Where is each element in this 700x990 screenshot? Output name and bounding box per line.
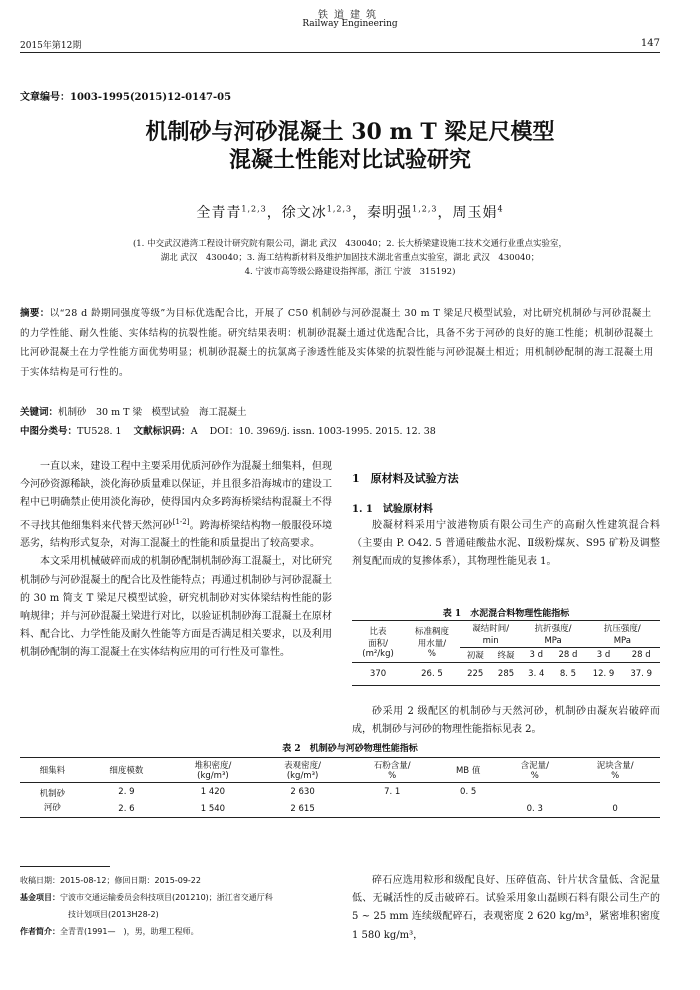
clc-label: 中图分类号： xyxy=(20,426,78,437)
abstract xyxy=(20,304,660,382)
intro-paragraph-2: 本文采用机械破碎而成的机制砂配制机制砂海工混凝土，对比研究机制砂与河砂混凝土的配合比及性能特点；再通过机制砂与河砂混凝土的 30 m 简支 T 梁足尺模型试验，研究机制砂对实体梁结构性能的影响规律；并与河砂混凝土梁进行对比，以验证机制砂海工混凝土在原材料、配合比、力学性能及耐久性能等方面是否满足相关要求，以及利用机制砂配制的海工混凝土在实体结构应用的可行性及可靠性。 xyxy=(20,556,332,659)
header-cell: 标准稠度 用水量/ % xyxy=(404,621,460,663)
doi: DOI：10. 3969/j. issn. 1003-1995. 2015. 12. 38 xyxy=(209,426,436,437)
table1-caption: 表 1 水泥混合料物理性能指标 xyxy=(442,609,570,619)
header-cell: 石粉含量/ % xyxy=(373,761,411,781)
fund-text: 宁波市交通运输委员会科技项目(201210)；浙江省交通厅科 xyxy=(60,893,273,902)
gravel-text xyxy=(352,872,660,945)
table-row xyxy=(352,663,660,686)
author-affil-mark: 1,2,3 xyxy=(326,204,353,214)
header-cell: 凝结时间/ xyxy=(472,624,510,634)
paper-title xyxy=(0,118,700,174)
header-cell: 抗折强度/ xyxy=(534,624,572,634)
header-cell: MPa xyxy=(521,635,584,648)
article-number-value: 1003-1995(2015)12-0147-05 xyxy=(70,92,232,103)
table-cell: 370 xyxy=(369,669,387,679)
table-cell: 0. 3 xyxy=(526,803,543,814)
table-cell: 7. 1 xyxy=(384,786,401,797)
abstract-text: 以“28 d 龄期同强度等级”为目标优选配合比，开展了 C50 机制砂与河砂混凝土 30 m T 梁足尺模型试验，对比研究机制砂与河砂混凝土的力学性能、耐久性能、实体结构的抗裂性能。研究结果表明：机制砂混凝土通过优选配合比，具备不劣于河砂的良好的施工性能；机制砂混凝土比河砂混凝土在力学性能方面优势明显；机制砂混凝土的抗氯离子渗透性能及实体梁的抗裂性能与河砂混凝土相近；用机制砂配制的海工混凝土用于实体结构是可行性的。 xyxy=(20,308,654,378)
header-cell: MB 值 xyxy=(455,766,481,776)
affiliation-line: (1. 中交武汉港湾工程设计研究院有限公司，湖北 武汉 430040；2. 长大桥梁建设施工技术交通行业重点实验室， xyxy=(132,239,568,249)
received-date: 收稿日期：2015-08-12；修回日期：2015-09-22 xyxy=(20,876,201,885)
table-cell: 2. 9 xyxy=(118,786,135,797)
affiliations xyxy=(60,237,640,279)
table-cell: 1 540 xyxy=(200,803,226,814)
header-cell: 初凝 xyxy=(466,651,484,661)
header-cell: 细度模数 xyxy=(109,766,144,776)
sand-text xyxy=(352,703,660,739)
article-number-label: 文章编号： xyxy=(20,92,70,103)
table-cell: 2 615 xyxy=(290,803,315,814)
header-cell: 堆积密度/ (kg/m³) xyxy=(194,761,232,781)
header-cell: 抗压强度/ xyxy=(603,624,641,634)
header-cell: 细集料 xyxy=(39,766,66,776)
header-cell: 终凝 xyxy=(497,651,515,661)
intro-text: 一直以来，建设工程中主要采用优质河砂作为混凝土细集料，但现今河砂资源稀缺，淡化海砂质量难以保证，并且很多沿海城市的建设工程中已明确禁止使用淡化海砂，使得国内众多跨海桥梁结构混凝土不得不寻找其他细集料来代替天然河砂 xyxy=(20,461,332,531)
abstract-label: 摘要： xyxy=(20,308,50,319)
table-cell: 0 xyxy=(612,803,618,814)
table-cell: 0. 5 xyxy=(460,786,477,797)
sand-paragraph: 砂采用 2 级配区的机制砂与天然河砂，机制砂由凝灰岩破碎而成，机制砂与河砂的物理性能指标见表 2。 xyxy=(352,706,660,736)
author-bio-text: 全青青(1991— )，男，助理工程师。 xyxy=(60,927,199,936)
author-name: 徐文冰 xyxy=(281,205,327,221)
table2-caption: 表 2 机制砂与河砂物理性能指标 xyxy=(282,744,418,754)
intro-text: 。跨海桥梁结构物一般服役环境恶劣，结构形式复杂，对海工混凝土的性能和质量提出了较高要求。 xyxy=(20,519,333,550)
author-affil-mark: 1,2,3 xyxy=(241,204,267,214)
header-rule xyxy=(20,52,660,53)
author-bio-label: 作者简介： xyxy=(20,927,60,936)
header-cell: 含泥量/ % xyxy=(520,761,549,781)
table-cell xyxy=(437,800,499,818)
table-cell xyxy=(347,800,437,818)
fund-label: 基金项目： xyxy=(20,893,60,902)
title-line-1: 机制砂与河砂混凝土 30 m T 梁足尺模型 xyxy=(145,119,555,145)
header-cell: 泥块含量/ % xyxy=(596,761,634,781)
table-cell: 1 420 xyxy=(200,786,226,797)
header-cell: 28 d xyxy=(631,650,651,660)
table-cell: 26. 5 xyxy=(421,669,443,679)
doc-code-value: A xyxy=(190,426,198,437)
table-cell: 3. 4 xyxy=(528,669,545,679)
table-cell: 12. 9 xyxy=(592,669,615,679)
author-affil-mark: 4 xyxy=(497,204,504,214)
table-cell: 2 630 xyxy=(290,786,315,797)
table-cell: 2. 6 xyxy=(118,803,135,814)
journal-name: 铁道建筑 xyxy=(318,10,382,21)
header-cell: MPa xyxy=(585,635,660,648)
table-row xyxy=(20,800,660,818)
author-name: 秦明强 xyxy=(367,205,413,221)
author-affil-mark: 1,2,3 xyxy=(412,204,438,214)
table-cell: 225 xyxy=(467,669,484,679)
author-list: 全青青$^{1,2,3}$，徐文冰$^{1,2,3}$，秦明强$^{1,2,3}$，周玉娟$^4$ xyxy=(196,204,504,221)
header-cell: 表观密度/ (kg/m³) xyxy=(284,761,321,781)
fund-info-cont: 技计划项目(2013H28-2) xyxy=(68,910,159,919)
keywords xyxy=(20,404,247,418)
affiliation-line: 4. 宁波市高等级公路建设指挥部，浙江 宁波 315192) xyxy=(244,267,456,277)
subsection-heading: 1. 1 试验原材料 xyxy=(352,504,433,515)
intro-paragraph-1 xyxy=(20,458,332,553)
keywords-label: 关键词： xyxy=(20,407,59,418)
table-cell: 机制砂 xyxy=(39,789,66,799)
header-cell: 3 d xyxy=(596,650,611,660)
materials-paragraph: 胶凝材料采用宁波港物质有限公司生产的高耐久性建筑混合料（主要由 P. O42. 5 普通硅酸盐水泥、Ⅱ级粉煤灰、S95 矿粉及调整剂复配而成的复掺体系），其物理性能见表 1。 xyxy=(352,520,660,568)
header-cell: 3 d xyxy=(529,650,544,660)
table-row xyxy=(20,783,660,801)
table-cell xyxy=(570,783,660,801)
doc-code-label: 文献标识码： xyxy=(133,426,191,437)
author-bio xyxy=(20,923,338,940)
table-1 xyxy=(352,620,660,686)
journal-name-en: Railway Engineering xyxy=(302,19,398,29)
header-cell: 28 d xyxy=(558,650,578,660)
affiliation-line: 湖北 武汉 430040；3. 海工结构新材料及维护加固技术湖北省重点实验室，湖北 武汉 430040； xyxy=(160,253,540,263)
footnotes xyxy=(20,872,338,940)
intro-column xyxy=(20,458,332,663)
table-cell: 285 xyxy=(497,669,515,679)
table-cell: 河砂 xyxy=(43,803,61,813)
table-2 xyxy=(20,757,660,818)
fund-info xyxy=(20,889,338,906)
author-name: 周玉娟 xyxy=(452,205,498,221)
header-cell: 比表 面积/ (m²/kg) xyxy=(352,621,404,663)
page-number: 147 xyxy=(640,38,660,49)
table-cell xyxy=(499,783,570,801)
article-number xyxy=(20,88,231,103)
materials-text xyxy=(352,517,660,572)
title-line-2: 混凝土性能对比试验研究 xyxy=(228,147,471,173)
table-cell: 37. 9 xyxy=(630,669,652,679)
keywords-text: 机制砂 30 m T 梁 模型试验 海工混凝土 xyxy=(58,407,247,418)
citation: [1-2] xyxy=(172,517,190,526)
gravel-paragraph: 碎石应选用粒形和级配良好、压碎值高、针片状含量低、含泥量低、无碱活性的反击破碎石。试验采用象山磊顾石料有限公司生产的 5 ~ 25 mm 连续级配碎石，表观密度 2 620 kg/m³，紧密堆积密度 1 580 kg/m³， xyxy=(352,875,660,941)
clc-value: TU528. 1 xyxy=(77,426,122,437)
header-cell: min xyxy=(460,635,522,648)
footnote-rule xyxy=(20,866,110,867)
table-cell: 8. 5 xyxy=(559,669,577,679)
issue-label: 2015年第12期 xyxy=(20,41,82,51)
classification xyxy=(20,423,436,437)
author-name: 全青青 xyxy=(196,205,242,221)
section-heading: 1 原材料及试验方法 xyxy=(352,472,459,485)
